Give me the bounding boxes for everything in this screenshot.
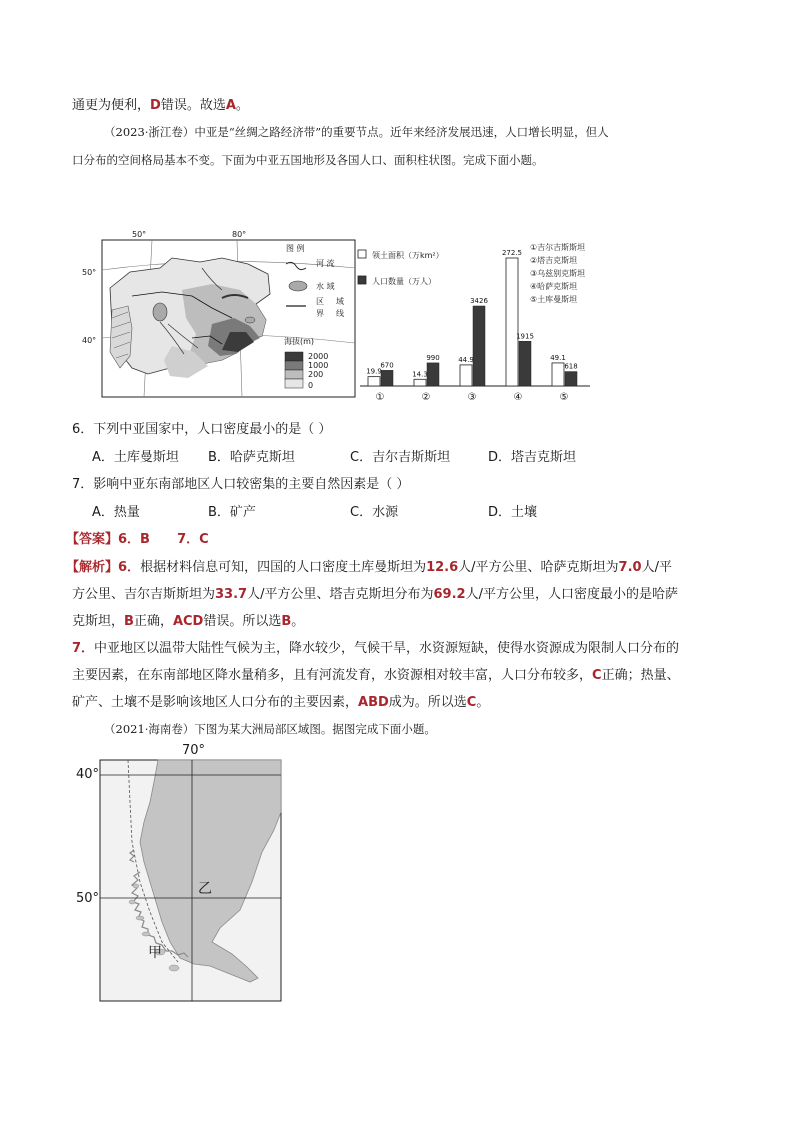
category-label: ④ xyxy=(513,392,523,403)
category-label: ③ xyxy=(467,392,477,403)
q1-stem-text2: 口分布的空间格局基本不变。下面为中亚五国地形及各国人口、面积柱状图。完成下面小题。 xyxy=(72,153,544,167)
q6-option-b: B．哈萨克斯坦 xyxy=(208,450,295,465)
label-pop: 990 xyxy=(426,353,440,362)
analysis-p2-line2 xyxy=(72,664,680,683)
bar-pop xyxy=(381,370,393,386)
analysis-p2-line3 xyxy=(72,691,489,710)
map1-elev-1000: 1000 xyxy=(308,361,329,370)
q7-option-a: A．热量 xyxy=(92,505,140,520)
label-area: 44.9 xyxy=(458,355,474,364)
map1-lon-80: 80° xyxy=(232,230,247,239)
country-legend-3: ③乌兹别克斯坦 xyxy=(530,269,586,278)
map1-lon-50: 50° xyxy=(132,230,147,239)
analysis-value: C xyxy=(592,668,602,683)
analysis-text: 方公里、吉尔吉斯斯坦为 xyxy=(72,587,216,602)
map2-label-jia: 甲 xyxy=(148,945,162,961)
analysis-label: 【解析】 xyxy=(66,560,119,575)
intro-tail-option-d: D xyxy=(150,98,161,113)
map1-legend-region-3: 域 xyxy=(336,297,344,306)
q1-stem-line1 xyxy=(104,124,609,140)
q2-stem xyxy=(104,721,436,737)
analysis-p1-num: 6． xyxy=(118,560,141,575)
analysis-text: 主要因素，在东南部地区降水量稍多，且有河流发育，水资源相对较丰富，人口分布较多， xyxy=(72,668,593,683)
q7-stem: 7．影响中亚东南部地区人口较密集的主要自然因素是（ ） xyxy=(72,477,410,492)
analysis-p1-line1 xyxy=(66,556,672,575)
legend-swatch-area xyxy=(358,250,366,258)
analysis-text: 人/平 xyxy=(641,560,672,575)
bar-area xyxy=(506,258,518,386)
country-legend-5: ⑤土库曼斯坦 xyxy=(530,295,578,304)
analysis-p1-line2 xyxy=(72,583,678,602)
analysis-value: B xyxy=(281,614,292,629)
map2-lon-70: 70° xyxy=(182,743,206,758)
bar-pop xyxy=(565,372,577,386)
bar-area xyxy=(414,379,426,386)
label-area: 19.9 xyxy=(366,367,382,376)
q2-source: （2021·海南卷） xyxy=(104,722,195,736)
analysis-text: 错误。所以选 xyxy=(203,614,282,629)
q1-source: （2023·浙江卷） xyxy=(104,125,195,139)
answer-label: 【答案】 xyxy=(66,532,119,547)
q2-stem-text: 下图为某大洲局部区域图。据图完成下面小题。 xyxy=(194,722,436,736)
map1-lat-40: 40° xyxy=(82,336,97,345)
bar-area xyxy=(460,365,472,386)
intro-tail-end: 。 xyxy=(235,98,249,113)
bar-pop xyxy=(519,341,531,386)
map1-legend-water: 水 域 xyxy=(316,282,335,291)
bar-area xyxy=(552,363,564,386)
chart-legend-pop: 人口数量（万人） xyxy=(372,277,436,286)
category-label: ⑤ xyxy=(559,392,569,403)
analysis-value: C xyxy=(466,695,477,710)
intro-tail-line xyxy=(72,94,249,113)
analysis-value: 69.2 xyxy=(433,587,466,602)
answer-line xyxy=(66,528,209,547)
map2-label-yi: 乙 xyxy=(198,881,212,897)
legend-swatch-pop xyxy=(358,276,366,284)
analysis-text: 中亚地区以温带大陆性气候为主，降水较少，气候干旱，水资源短缺，使得水资源成为限制人口分布的 xyxy=(94,641,680,656)
map1-legend-region-2: 界 xyxy=(316,309,324,318)
country-legend-4: ④哈萨克斯坦 xyxy=(530,282,578,291)
map1-lat-50: 50° xyxy=(82,268,97,277)
q1-stem-line2 xyxy=(72,152,544,168)
analysis-text: 矿产、土壤不是影响该地区人口分布的主要因素， xyxy=(72,695,359,710)
analysis-text: 人/平方公里、塔吉克斯坦分布为 xyxy=(247,587,434,602)
analysis-text: 正确；热量、 xyxy=(601,668,680,683)
intro-tail-mid: 错误。故选 xyxy=(160,98,226,113)
q6-option-d: D．塔吉克斯坦 xyxy=(488,450,577,465)
analysis-text: 正确， xyxy=(133,614,173,629)
q6-stem: 6．下列中亚国家中，人口密度最小的是（ ） xyxy=(72,422,332,437)
analysis-text: 成为。所以选 xyxy=(388,695,467,710)
category-label: ② xyxy=(421,392,431,403)
label-area: 14.3 xyxy=(412,370,428,379)
map1-elev-title: 海拔(m) xyxy=(284,337,315,346)
country-legend-1: ①吉尔吉斯斯坦 xyxy=(530,243,586,252)
label-pop: 3426 xyxy=(470,297,488,305)
category-label: ① xyxy=(375,392,385,403)
country-legend-2: ②塔吉克斯坦 xyxy=(530,256,578,265)
q6-option-c: C．吉尔吉斯斯坦 xyxy=(350,450,451,465)
intro-tail-text: 通更为便利， xyxy=(72,98,151,113)
label-area: 272.5 xyxy=(501,249,523,257)
intro-tail-option-a: A xyxy=(225,98,236,113)
map1-legend-region-1: 区 xyxy=(316,297,324,306)
bar-area xyxy=(368,377,380,386)
label-pop: 670 xyxy=(380,361,394,370)
bar-pop xyxy=(427,363,439,386)
label-area: 49.1 xyxy=(550,353,566,362)
analysis-text: 。 xyxy=(291,614,305,629)
analysis-text: 根据材料信息可知，四国的人口密度土库曼斯坦为 xyxy=(140,560,427,575)
south-america-map-svg xyxy=(70,742,286,1006)
map1-elev-2000: 2000 xyxy=(308,352,329,361)
map2-lat-40: 40° xyxy=(76,767,100,782)
analysis-value: 33.7 xyxy=(215,587,248,602)
q1-stem-text1: 中亚是“丝绸之路经济带”的重要节点。近年来经济发展迅速，人口增长明显，但人 xyxy=(194,125,609,139)
analysis-value: B xyxy=(124,614,134,629)
south-america-map xyxy=(70,742,286,1006)
label-pop: 1915 xyxy=(516,332,534,341)
central-asia-map xyxy=(72,228,360,400)
map1-elev-200: 200 xyxy=(308,370,324,379)
q7-option-b: B．矿产 xyxy=(208,505,256,520)
population-area-chart xyxy=(352,240,612,412)
analysis-text: 。 xyxy=(476,695,490,710)
q7-option-c: C．水源 xyxy=(350,505,399,520)
map1-legend-region-4: 线 xyxy=(336,309,344,318)
answer-text: 6．B 7．C xyxy=(118,532,209,547)
analysis-p2-line1 xyxy=(72,637,679,656)
analysis-p1-line3 xyxy=(72,610,304,629)
map2-lat-50: 50° xyxy=(76,891,100,906)
analysis-value: 7.0 xyxy=(618,560,642,575)
label-pop: 618 xyxy=(564,362,578,371)
analysis-p2-num: 7． xyxy=(72,641,95,656)
map1-elev-0: 0 xyxy=(308,381,314,390)
chart-legend-area: 领土面积（万km²） xyxy=(372,251,444,260)
map1-legend-river: 河 流 xyxy=(316,259,335,268)
analysis-text: 克斯坦， xyxy=(72,614,125,629)
q7-option-d: D．土壤 xyxy=(488,505,538,520)
analysis-value: 12.6 xyxy=(426,560,459,575)
bar-pop xyxy=(473,306,485,386)
analysis-text: 人/平方公里、哈萨克斯坦为 xyxy=(458,560,619,575)
analysis-text: 人/平方公里，人口密度最小的是哈萨 xyxy=(465,587,678,602)
analysis-value: ABD xyxy=(358,695,389,710)
map1-legend-title: 图 例 xyxy=(286,244,305,253)
analysis-value: ACD xyxy=(172,614,204,629)
q6-option-a: A．土库曼斯坦 xyxy=(92,450,179,465)
